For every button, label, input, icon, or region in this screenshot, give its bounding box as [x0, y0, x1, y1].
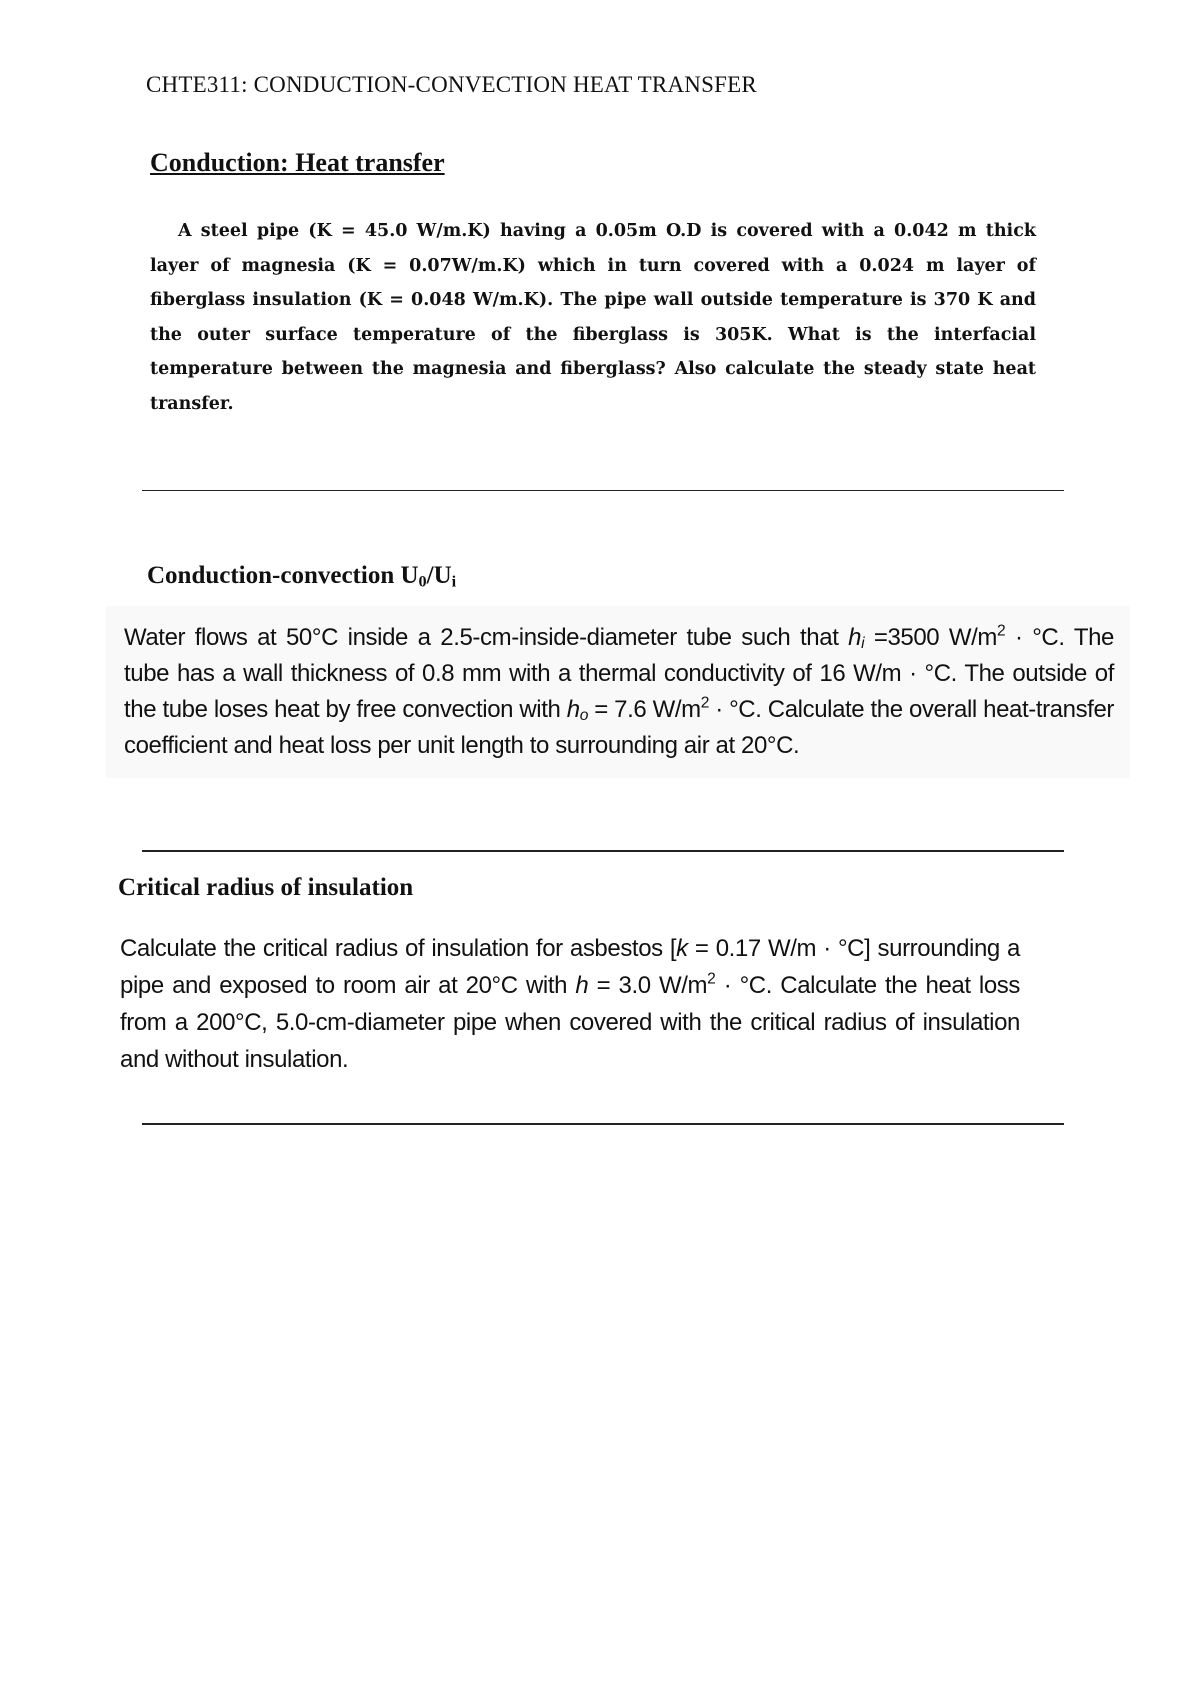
text-fragment: · °C. The tube has a wall thickness of 0.8 mm with a thermal conductivity of 16 W/m · °C. The outside of the tube loses heat by free convection with — [124, 624, 1114, 723]
variable-k: k — [676, 935, 688, 962]
document-title: CHTE311: CONDUCTION-CONVECTION HEAT TRANSFER — [146, 72, 757, 97]
heading-subscript-i: i — [451, 572, 457, 591]
section-heading-conduction: Conduction: Heat transfer — [150, 148, 445, 177]
text-fragment: =3500 W/m — [864, 624, 998, 651]
heading-subscript-0: 0 — [418, 572, 427, 591]
superscript-2: 2 — [707, 970, 716, 988]
section-divider — [142, 1123, 1064, 1125]
text-fragment: = 7.6 W/m — [587, 696, 701, 723]
text-fragment: · °C. Calculate the heat loss from a 200°C, 5.0-cm-diameter pipe when covered with the critical radius of insulation and without insulation. — [120, 972, 1020, 1073]
variable-h: h — [566, 696, 580, 723]
section-heading-conduction-convection — [147, 562, 456, 590]
text-fragment: = 0.17 W/m · °C] surrounding a pipe and exposed to room air at 20°C with — [120, 935, 1020, 999]
problem-text-conduction-body: A steel pipe (K = 45.0 W/m.K) having a 0.05m O.D is covered with a 0.042 m thick layer of magnesia (K = 0.07W/m.K) which in turn covered with a 0.024 m layer of fiberglass insulation (K = 0.048 W/m.K). The pipe wall outside temperature is 370 K and the outer surface temperature of the fiberglass is 305K. What is the interfacial temperature between the magnesia and fiberglass? Also calculate the steady state heat transfer. — [150, 221, 1036, 414]
subscript-o: o — [579, 707, 588, 725]
problem-text-conduction — [150, 214, 1036, 421]
section-heading-critical-radius: Critical radius of insulation — [118, 874, 414, 901]
problem-text-critical-radius — [120, 930, 1020, 1078]
section-divider — [142, 490, 1064, 491]
problem-text-overall-coefficient — [124, 620, 1114, 764]
variable-h: h — [575, 972, 589, 999]
superscript-2: 2 — [997, 622, 1006, 640]
superscript-2: 2 — [700, 694, 709, 712]
subscript-i: i — [861, 635, 865, 653]
heading-text: Conduction-convection U — [147, 562, 419, 589]
text-fragment: = 3.0 W/m — [588, 972, 708, 999]
section-divider — [142, 850, 1064, 852]
text-fragment: Water flows at 50°C inside a 2.5-cm-inside-diameter tube such that — [124, 624, 849, 651]
text-fragment: Calculate the critical radius of insulation for asbestos [ — [120, 935, 677, 962]
heading-text-mid: /U — [426, 562, 452, 589]
variable-h: h — [848, 624, 862, 651]
text-fragment: · °C. Calculate the overall heat-transfer coefficient and heat loss per unit length to surrounding air at 20°C. — [124, 696, 1114, 759]
